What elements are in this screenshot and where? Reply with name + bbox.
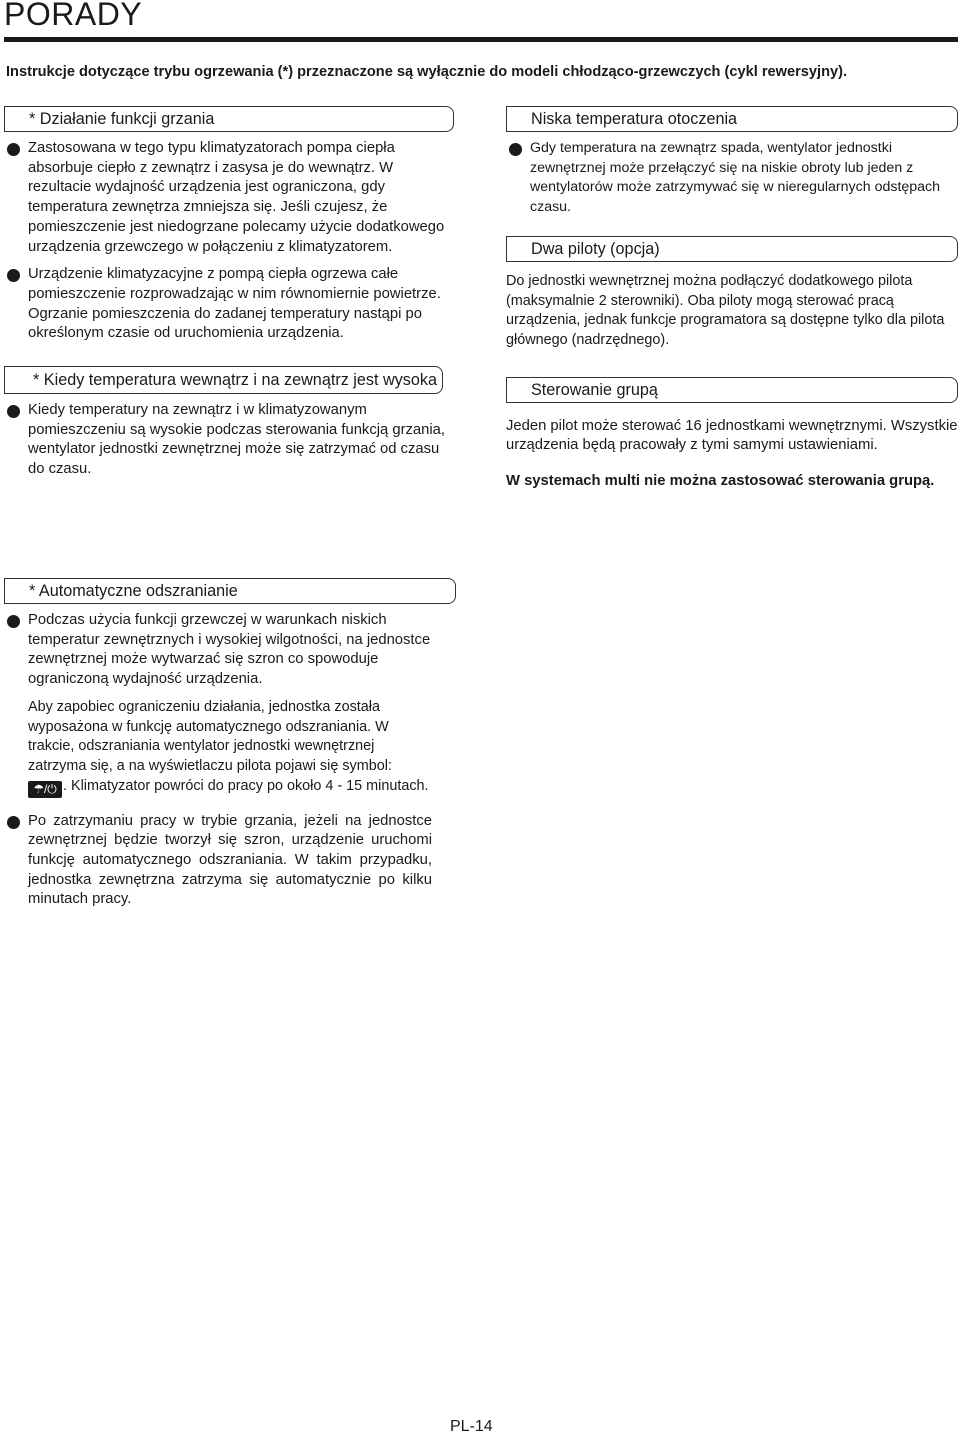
intro-note: Instrukcje dotyczące trybu ogrzewania (*) przeznaczone są wyłącznie do modeli chłodząco-grzewczych (cykl rewersyjny). [6,64,848,80]
defrost-paragraph-3 [4,812,432,911]
low-temp-text: Gdy temperatura na zewnątrz spada, wentylator jednostki zewnętrznej może przełączyć się na niskie obroty lub jeden z wentylatorów może zatrzymywać się w nieregularnych odstępach czasu. [530,140,941,216]
bullet-icon [7,816,20,829]
low-temp-paragraph [506,139,958,218]
heating-text-2: Urządzenie klimatyzacyjne z pompą ciepła ogrzewa całe pomieszczenie rozprowadzając w nim równomiernie powietrze. Ogrzanie pomieszczenia do zadanej temperatury nastąpi po określonym czasie od uruchomienia urządzenia. [28,266,441,342]
page-number: PL-14 [450,1418,493,1435]
title-rule [4,37,958,42]
defrost-symbol-icon: ☂/⏻ [28,781,62,798]
group-paragraph-2: W systemach multi nie można zastosować sterowania grupą. [506,473,935,490]
heading-low-temp: Niska temperatura otoczenia [506,106,958,132]
defrost-section [4,578,432,918]
heading-high-temp: * Kiedy temperatura wewnątrz i na zewnątrz jest wysoka [4,366,443,394]
heading-two-remotes: Dwa piloty (opcja) [506,236,958,262]
left-column [4,106,454,488]
high-temp-paragraph [4,401,454,480]
bullet-icon [7,615,20,628]
heating-paragraph-1 [4,139,454,257]
heating-paragraph-2 [4,265,454,344]
defrost-paragraph-2 [4,698,432,798]
defrost-text-3: Po zatrzymaniu pracy w trybie grzania, jeżeli na jednostce zewnętrznej będzie tworzył się szron, urządzenie uruchomi funkcję automatycznego odszraniania. W takim przypadku, jednostka zewnętrzna zatrzyma się automatycznie po kilku minutach pracy. [28,812,432,908]
heating-text-1: Zastosowana w tego typu klimatyzatorach pompa ciepła absorbuje ciepło z zewnątrz i zasysa je do wewnątrz. W rezultacie wydajność urządzenia jest ograniczona, gdy temperatura zewnętrza zmniejsza się. Jeśli czujesz, że pomieszczenie jest niedogrzane polecamy użycie dodatkowego urządzenia grzewczego w połączeniu z klimatyzatorem. [28,140,445,255]
bullet-icon [7,143,20,156]
defrost-text-2-tail: . Klimatyzator powróci do pracy po około 4 - 15 minutach. [63,777,429,794]
defrost-text-2: Aby zapobiec ograniczeniu działania, jednostka została wyposażona w funkcję automatycznego odszraniania. W trakcie, odszraniania wentylator jednostki wewnętrznej zatrzyma się, a na wyświetlaczu pilota pojawi się symbol: [28,698,392,774]
two-remotes-paragraph: Do jednostki wewnętrznej można podłączyć dodatkowego pilota (maksymalnie 2 sterowniki). Oba piloty mogą sterować pracą urządzenia, jednak funkcje programatora są dostępne tylko dla pilota głównego (nadrzędnego). [506,272,945,348]
defrost-text-1: Podczas użycia funkcji grzewczej w warunkach niskich temperatur zewnętrznych i wysokiej wilgotności, na jednostce zewnętrznej może wytwarzać się szron co spowoduje ograniczoną wydajność urządzenia. [28,612,431,688]
page-title: PORADY [4,0,143,32]
bullet-icon [509,143,522,156]
bullet-icon [7,269,20,282]
right-column [506,106,958,500]
heading-group-control: Sterowanie grupą [506,377,958,403]
group-paragraph-1: Jeden pilot może sterować 16 jednostkami wewnętrznymi. Wszystkie urządzenia będą pracowały z tymi samymi ustawieniami. [506,417,958,454]
bullet-icon [7,405,20,418]
heading-defrost: * Automatyczne odszranianie [4,578,456,604]
defrost-paragraph-1 [4,611,432,690]
high-temp-text: Kiedy temperatury na zewnątrz i w klimatyzowanym pomieszczeniu są wysokie podczas sterowania funkcją grzania, wentylator jednostki zewnętrznej może się zatrzymać od czasu do czasu. [28,402,445,478]
heading-heating: * Działanie funkcji grzania [4,106,454,132]
